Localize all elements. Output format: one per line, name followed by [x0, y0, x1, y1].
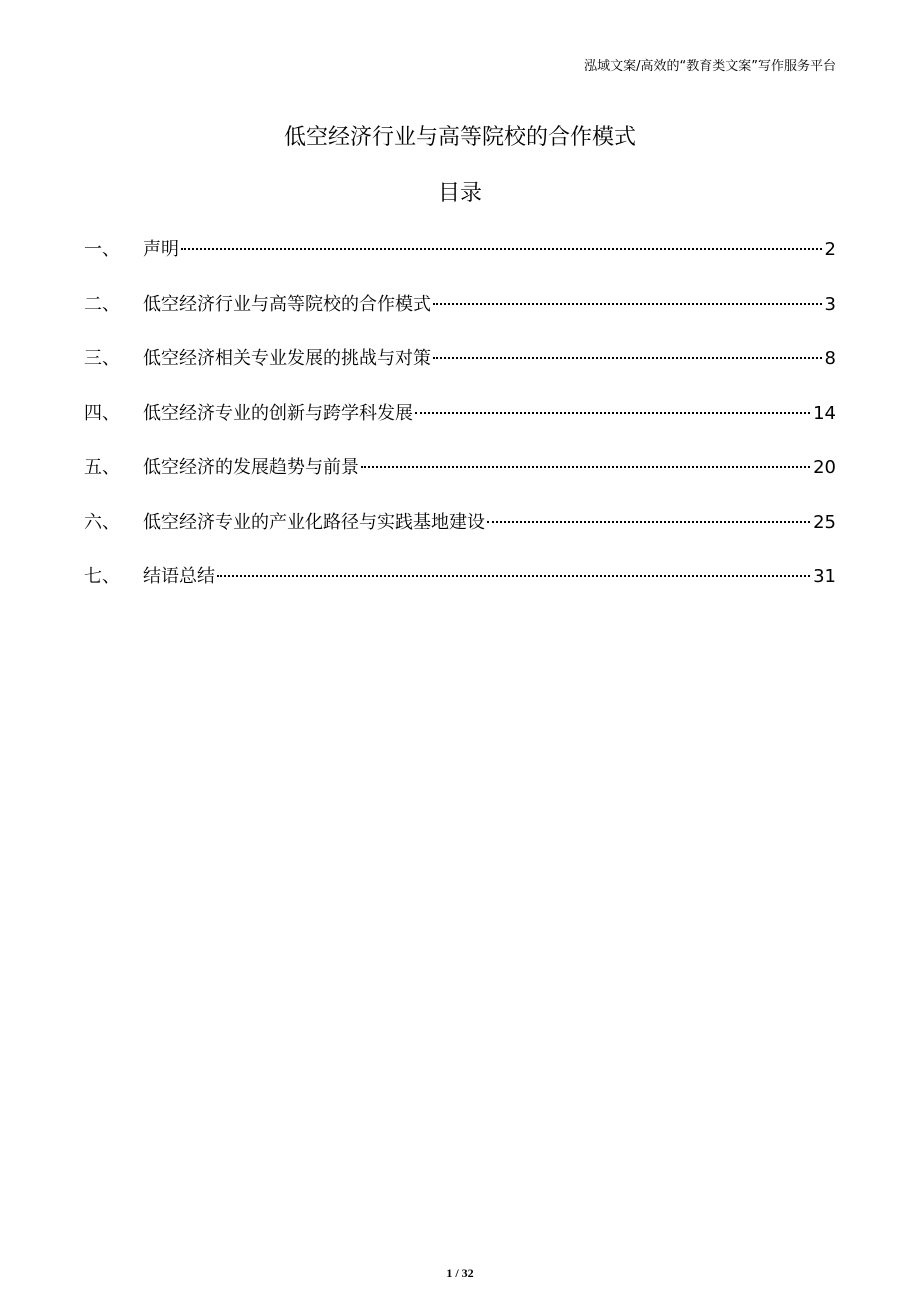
- toc-entry-number: 三、: [84, 348, 120, 369]
- toc-entry-page: 3: [824, 293, 836, 315]
- toc-entry-page: 20: [813, 457, 836, 478]
- toc-entry-title: 低空经济专业的创新与跨学科发展: [143, 402, 413, 424]
- toc-entry-number: 五、: [84, 457, 120, 478]
- toc-entry-page: 8: [824, 348, 836, 369]
- toc-entry-page: 31: [813, 566, 836, 587]
- toc-entry-number: 二、: [84, 293, 120, 315]
- toc-dot-leader: [181, 248, 822, 250]
- toc-entry-number: 七、: [84, 566, 120, 587]
- toc-entry-1[interactable]: [84, 232, 836, 287]
- toc-entry-title: 结语总结: [143, 566, 215, 587]
- page-number-indicator: 1 / 32: [446, 1266, 474, 1280]
- table-of-contents: [84, 232, 836, 614]
- toc-entry-title: 低空经济相关专业发展的挑战与对策: [143, 348, 431, 369]
- toc-dot-leader: [415, 412, 810, 414]
- toc-entry-5[interactable]: [84, 450, 836, 505]
- toc-entry-2[interactable]: [84, 287, 836, 342]
- toc-entry-page: 2: [824, 239, 836, 260]
- toc-entry-title: 低空经济的发展趋势与前景: [143, 457, 359, 478]
- toc-entry-page: 14: [813, 402, 836, 424]
- toc-heading: 目录: [437, 181, 482, 206]
- toc-dot-leader: [433, 357, 822, 359]
- toc-entry-page: 25: [813, 511, 836, 533]
- toc-entry-6[interactable]: [84, 505, 836, 560]
- toc-entry-title: 低空经济专业的产业化路径与实践基地建设: [143, 511, 485, 533]
- toc-dot-leader: [361, 466, 810, 468]
- toc-entry-3[interactable]: [84, 341, 836, 396]
- toc-dot-leader: [433, 303, 822, 305]
- toc-entry-number: 四、: [84, 402, 120, 424]
- toc-entry-4[interactable]: [84, 396, 836, 451]
- toc-dot-leader: [217, 575, 810, 577]
- toc-entry-number: 六、: [84, 511, 120, 533]
- toc-entry-title: 低空经济行业与高等院校的合作模式: [143, 293, 431, 315]
- toc-entry-title: 声明: [143, 239, 179, 260]
- document-title: 低空经济行业与高等院校的合作模式: [283, 125, 636, 150]
- toc-entry-number: 一、: [84, 239, 120, 260]
- toc-entry-7[interactable]: [84, 559, 836, 614]
- header-note: 泓域文案/高效的“教育类文案”写作服务平台: [584, 59, 836, 74]
- toc-dot-leader: [487, 521, 810, 523]
